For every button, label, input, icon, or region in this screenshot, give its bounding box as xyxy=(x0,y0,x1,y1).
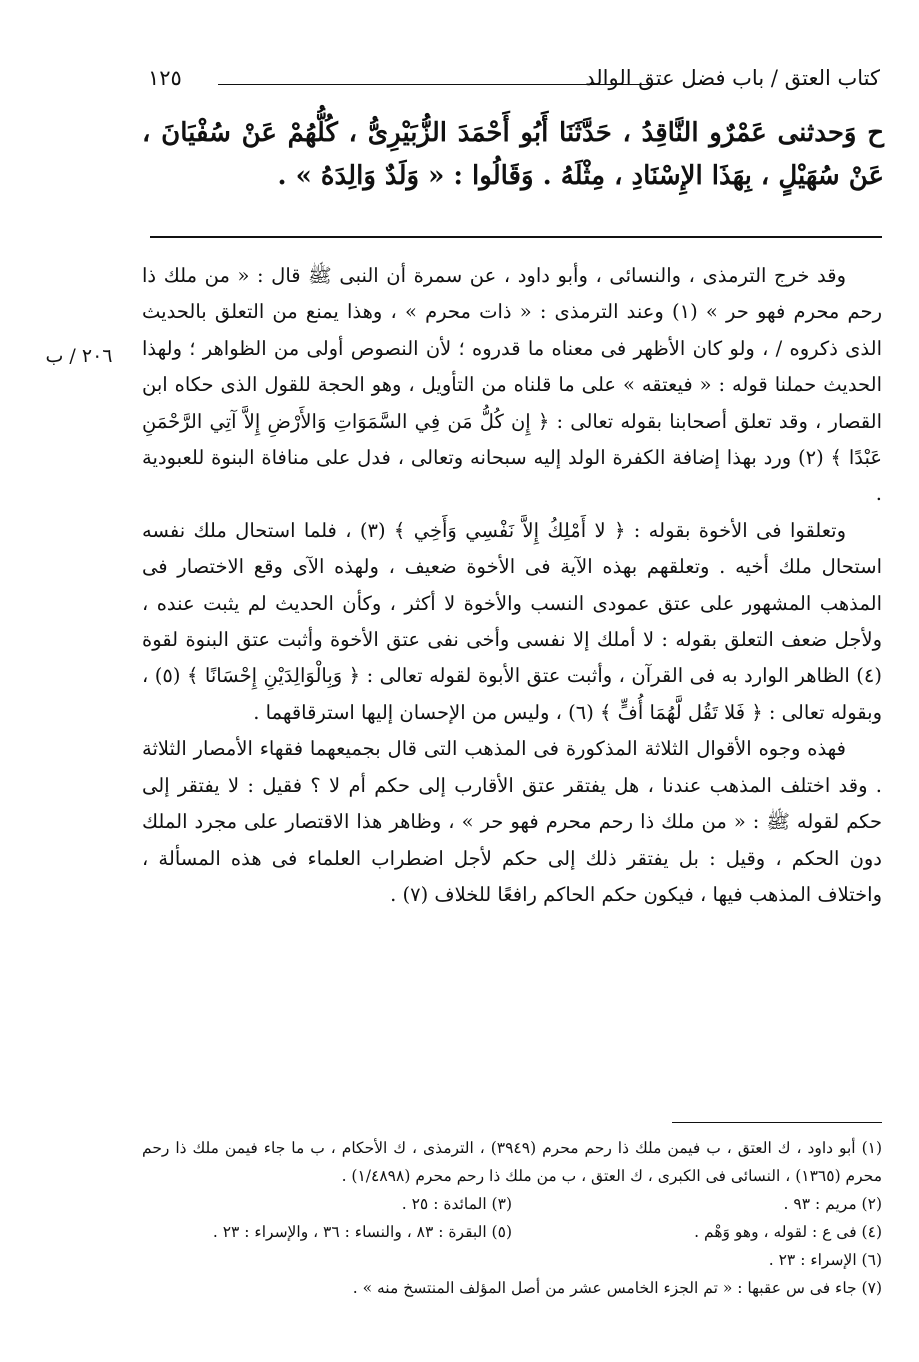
footnote-row xyxy=(142,1218,882,1246)
page-number: ١٢٥ xyxy=(148,66,182,90)
page-header xyxy=(148,66,880,100)
footnotes xyxy=(142,1134,882,1302)
commentary xyxy=(142,258,882,913)
footnote-3: (٣) المائدة : ٢٥ . xyxy=(401,1195,512,1213)
commentary-paragraph-3: فهذه وجوه الأقوال الثلاثة المذكورة فى المذهب التى قال بجميعهما فقهاء الأمصار الثلاثة . وقد اختلف المذهب عندنا ، هل يفتقر عتق الأقارب إلى حكم أم لا ؟ فقيل : لا يفتقر إلى حكم لقوله ﷺ : « من ملك ذا رحم محرم فهو حر » ، وظاهر هذا الاقتصار على مجرد الملك دون الحكم ، وقيل : بل يفتقر ذلك إلى حكم لأجل اضطراب العلماء فى هذه المسألة ، واختلاف المذهب فيها ، فيكون حكم الحاكم رافعًا للخلاف (٧) . xyxy=(142,737,882,906)
commentary-paragraph-2: وتعلقوا فى الأخوة بقوله : ﴿ لا أَمْلِكُ إِلاَّ نَفْسِي وَأَخِي ﴾ (٣) ، فلما استحال ملك نفسه استحال ملك أخيه . وتعلقهم بهذه الآية فى الأخوة ضعيف ، ولهذه الآى وقع الاختصار فى المذهب المشهور على عتق عمودى النسب والأخوة لا أكثر ، وكأن الحديث لم يثبت عنده ، ولأجل ضعف التعلق بقوله : لا أملك إلا نفسى وأخى نفى عتق الأخوة وأثبت عتق البنوة لقوة (٤) الظاهر الوارد به فى القرآن ، وأثبت عتق الأبوة لقوله تعالى : ﴿ وَبِالْوَالِدَيْنِ إِحْسَانًا ﴾ (٥) ، وبقوله تعالى : ﴿ فَلا تَقُل لَّهُمَا أُفٍّ ﴾ (٦) ، وليس من الإحسان إليها استرقاقهما . xyxy=(142,518,882,724)
footnote-rule xyxy=(672,1122,882,1123)
hadith-text: ح وَحدثنى عَمْرٌو النَّاقِدُ ، حَدَّثَنَا أَبُو أَحْمَدَ الزُّبَيْرِىُّ ، كُلُّهُمْ عَنْ سُفْيَانَ ، عَنْ سُهَيْلٍ ، بِهَذَا الإِسْنَادِ ، مِثْلَهُ . وَقَالُوا : « وَلَدٌ وَالِدَهُ » . xyxy=(142,118,884,191)
footnote-2: (٢) مريم : ٩٣ . xyxy=(783,1195,882,1213)
running-title: كتاب العتق / باب فضل عتق الوالد xyxy=(585,66,880,90)
header-rule xyxy=(218,84,658,85)
footnote-row xyxy=(142,1190,882,1218)
text-divider xyxy=(150,236,882,238)
footnote-7: (٧) جاء فى س عقبها : « تم الجزء الخامس عشر من أصل المؤلف المنتسخ منه » . xyxy=(352,1279,882,1297)
footnote-4: (٤) فى ع : لقوله ، وهو وَهْم . xyxy=(694,1223,882,1241)
manuscript-folio-marker: ٢٠٦ / ب xyxy=(45,345,113,367)
commentary-paragraph-1: وقد خرج الترمذى ، والنسائى ، وأبو داود ، عن سمرة أن النبى ﷺ قال : « من ملك ذا رحم محرم فهو حر » (١) وعند الترمذى : « ذات محرم » ، وهذا يمنع من التعلق بالحديث الذى ذكروه / ، ولو كان الأظهر فى معناه ما قدروه ؛ لأن النصوص أولى من الظواهر ؛ ولهذا الحديث حملنا قوله : « فيعتقه » على ما قلناه من التأويل ، وهو الحجة للقول الذى حكاه ابن القصار ، وقد تعلق أصحابنا بقوله تعالى : ﴿ إِن كُلُّ مَن فِي السَّمَوَاتِ وَالأَرْضِ إِلاَّ آتِي الرَّحْمَنِ عَبْدًا ﴾ (٢) ورد بهذا إضافة الكفرة الولد إليه سبحانه وتعالى ، فدل على منافاة البنوة للعبودية . xyxy=(142,264,882,506)
footnote-6: (٦) الإسراء : ٢٣ . xyxy=(768,1251,882,1269)
footnote-5: (٥) البقرة : ٨٣ ، والنساء : ٣٦ ، والإسراء : ٢٣ . xyxy=(212,1223,512,1241)
footnote-1: (١) أبو داود ، ك العتق ، ب فيمن ملك ذا رحم محرم (٣٩٤٩) ، الترمذى ، ك الأحكام ، ب ما جاء فيمن ملك ذا رحم محرم (١٣٦٥) ، النسائى فى الكبرى ، ك العتق ، ب من ملك ذا رحم محرم (١/٤٨٩٨) . xyxy=(142,1139,883,1185)
